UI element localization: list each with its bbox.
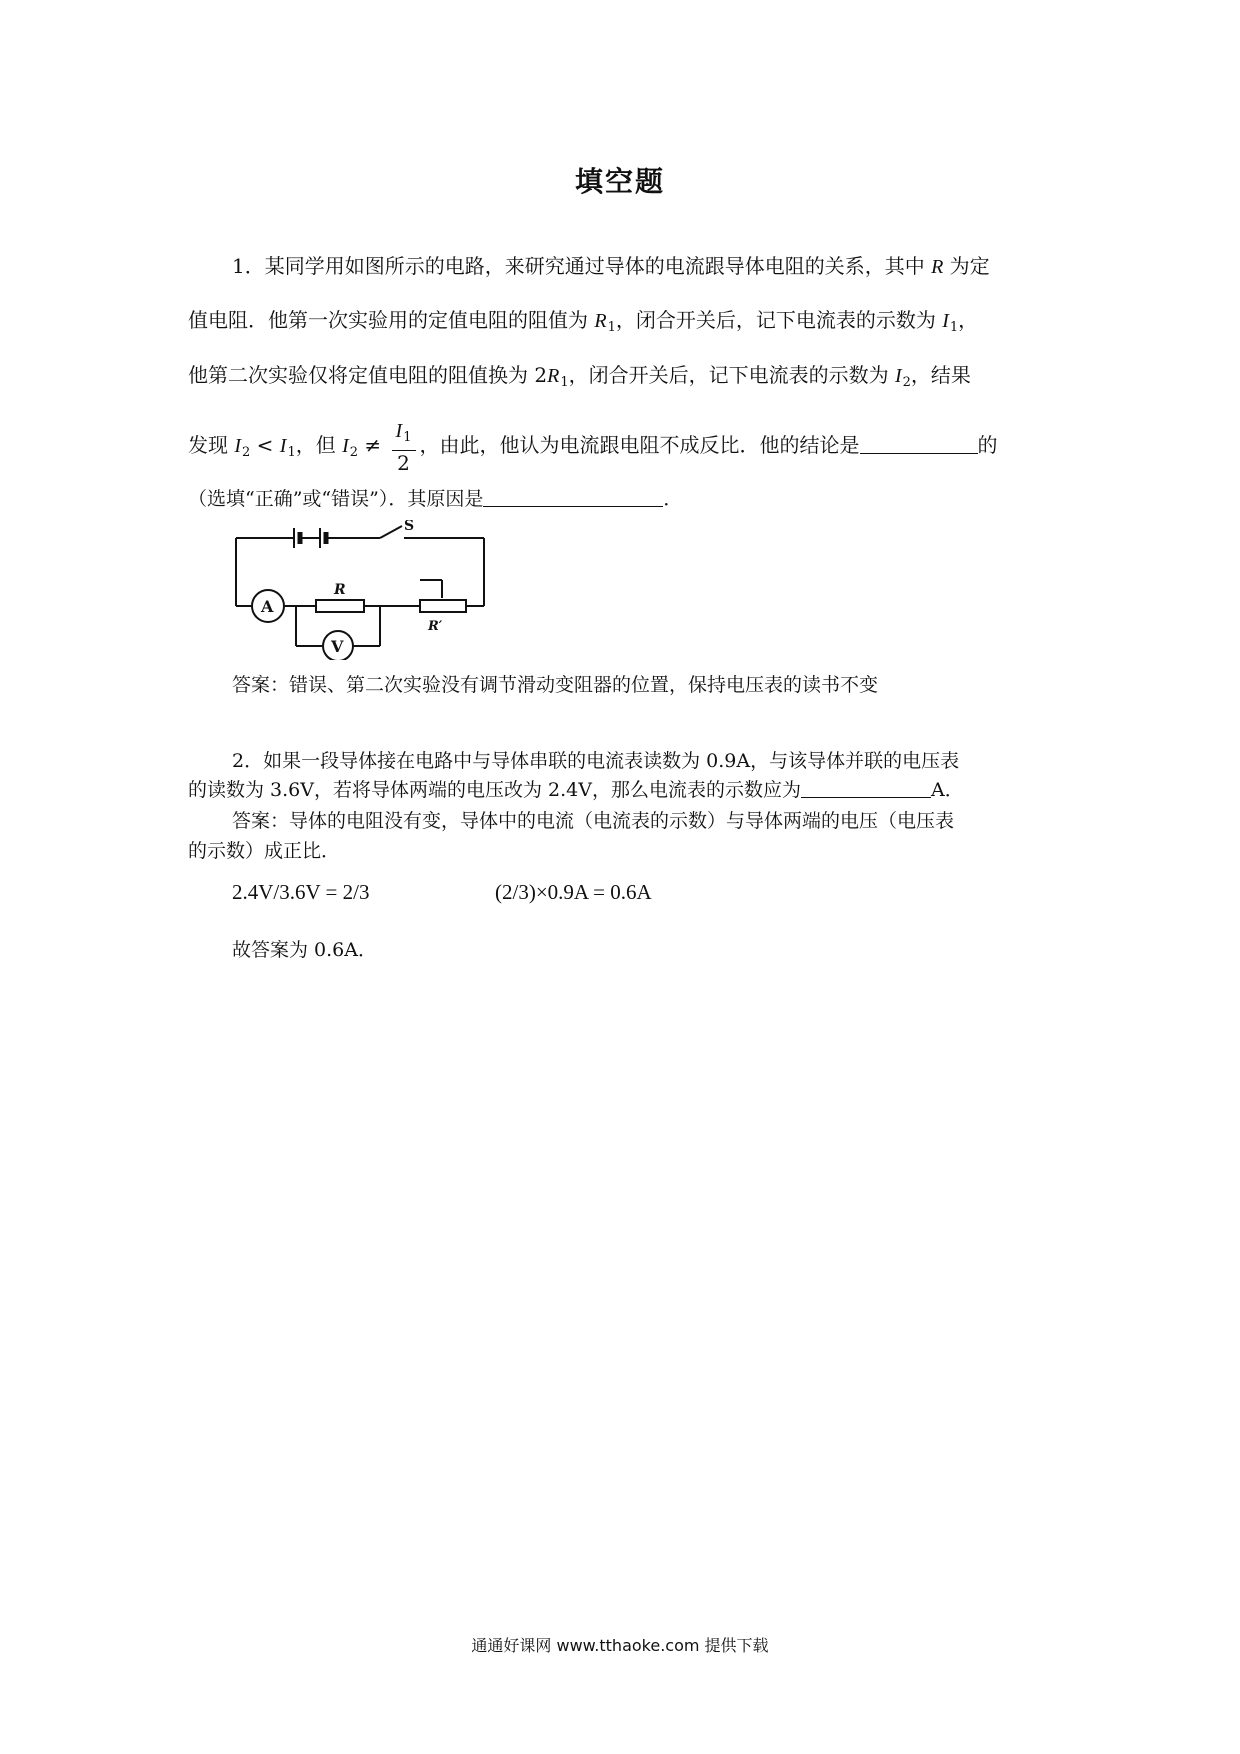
resistor-R-body [316, 600, 364, 612]
q1-line-3 [188, 359, 1058, 389]
circuit-diagram [230, 520, 490, 660]
var-I2: I [234, 435, 242, 457]
var-R: R [931, 256, 944, 278]
q2-answer-line-1: 答案：导体的电阻没有变，导体中的电流（电流表的示数）与导体两端的电压（电压表 [232, 810, 955, 832]
subscript: 2 [242, 445, 251, 460]
q1-text: 发现 [188, 433, 235, 457]
subscript: 2 [349, 445, 359, 460]
answer-blank-1[interactable] [860, 435, 978, 454]
q1-text: ，但 [295, 433, 343, 457]
subscript: 1 [949, 320, 959, 335]
subscript: 2 [902, 375, 911, 390]
q1-text: ，结果 [910, 363, 971, 387]
q2-text: 的读数为 3.6V，若将导体两端的电压改为 2.4V，那么电流表的示数应为 [188, 779, 801, 801]
q1-text: ． [663, 488, 683, 510]
var-I1: I [395, 420, 403, 442]
subscript: 1 [560, 375, 569, 390]
subscript: 1 [287, 445, 296, 460]
answer-blank-3[interactable] [801, 779, 931, 798]
subscript: 1 [607, 320, 616, 335]
q1-text: 的 [977, 433, 998, 457]
voltmeter-label: V [331, 637, 344, 656]
q1-number: 1． [232, 254, 265, 278]
q1-answer: 答案：错误、第二次实验没有调节滑动变阻器的位置，保持电压表的读书不变 [232, 674, 879, 696]
q1-text: ，闭合开关后，记下电流表的示数为 [615, 308, 943, 332]
equation-ratio: 2.4V/3.6V = 2/3 [232, 880, 370, 904]
q1-text: （选填“正确”或“错误”）．其原因是 [188, 488, 484, 510]
fraction-I1-over-2 [392, 418, 416, 475]
q1-text: 值电阻．他第一次实验用的定值电阻的阻值为 [188, 308, 595, 332]
equation-current: (2/3)×0.9A = 0.6A [495, 880, 652, 904]
var-I1: I [279, 435, 287, 457]
not-equal: ≠ [358, 433, 388, 457]
var-I2: I [342, 435, 349, 457]
q1-line-2 [188, 304, 1058, 334]
q1-text: ，由此，他认为电流跟电阻不成反比．他的结论是 [419, 433, 860, 457]
q2-text: A． [930, 779, 964, 801]
var-R1: R [594, 310, 607, 332]
q1-line-1 [188, 250, 1102, 280]
subscript: 1 [403, 430, 412, 445]
less-than: < [250, 433, 280, 457]
label-S: S [404, 520, 415, 534]
q2-line-2 [188, 775, 1058, 805]
q1-text: 他第二次实验仅将定值电阻的阻值换为 2 [188, 363, 548, 387]
q1-text: ，闭合开关后，记下电流表的示数为 [568, 363, 895, 387]
q1-text: ， [958, 308, 979, 332]
switch-blade [380, 526, 402, 538]
var-I2: I [894, 365, 902, 387]
var-I1: I [942, 310, 949, 332]
q2-line-1: 2．如果一段导体接在电路中与导体串联的电流表读数为 0.9A，与该导体并联的电压表 [232, 750, 960, 772]
q2-answer-line-2: 的示数）成正比． [188, 840, 341, 862]
page-footer: 通通好课网 www.tthaoke.com 提供下载 [471, 1636, 769, 1655]
var-R1: R [547, 365, 560, 387]
page-title: 填空题 [574, 165, 665, 198]
q2-final-answer: 故答案为 0.6A． [232, 939, 377, 961]
q1-text: 某同学用如图所示的电路，来研究通过导体的电流跟导体电阻的关系，其中 [264, 254, 932, 278]
label-R: R [334, 582, 346, 598]
q1-text: 为定 [943, 254, 990, 278]
answer-blank-2[interactable] [483, 488, 663, 507]
rheostat-body [420, 600, 466, 612]
label-R-prime: R′ [428, 619, 443, 634]
q1-line-4 [188, 418, 1058, 475]
q1-line-5 [188, 484, 1058, 514]
ammeter-label: A [261, 597, 274, 616]
denominator: 2 [397, 451, 410, 475]
